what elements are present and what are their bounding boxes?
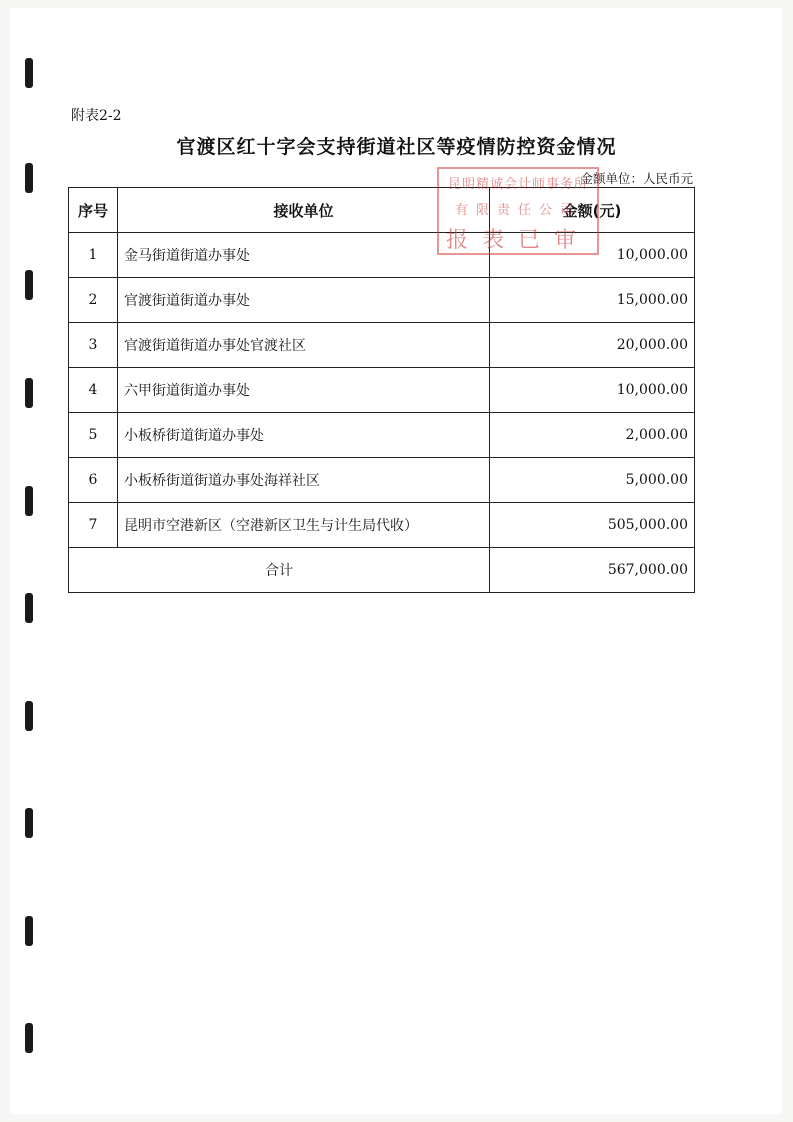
row-recipient: 六甲街道街道办事处 <box>118 368 490 413</box>
currency-unit-note: 金额单位：人民币元 <box>580 171 693 186</box>
row-amount: 20,000.00 <box>490 323 695 368</box>
row-amount: 10,000.00 <box>490 368 695 413</box>
row-amount: 15,000.00 <box>490 278 695 323</box>
row-amount: 5,000.00 <box>490 458 695 503</box>
row-index: 6 <box>69 458 118 503</box>
table-total-row <box>69 548 695 593</box>
binding-hole <box>25 270 33 300</box>
row-amount: 2,000.00 <box>490 413 695 458</box>
row-index: 7 <box>69 503 118 548</box>
row-amount: 10,000.00 <box>490 233 695 278</box>
stamp-firm-type: 有限责任公司 <box>454 203 581 218</box>
stamp-firm-name: 昆明精诚会计师事务所 <box>447 177 588 192</box>
header-index: 序号 <box>69 188 118 233</box>
row-recipient: 小板桥街道街道办事处海祥社区 <box>118 458 490 503</box>
funding-table <box>68 187 695 593</box>
binding-hole <box>25 378 33 408</box>
row-index: 3 <box>69 323 118 368</box>
table-row <box>69 368 695 413</box>
binding-hole <box>25 808 33 838</box>
row-amount: 505,000.00 <box>490 503 695 548</box>
binding-hole <box>25 486 33 516</box>
row-recipient: 小板桥街道街道办事处 <box>118 413 490 458</box>
table-row <box>69 278 695 323</box>
header-amount: 金额(元) <box>490 188 695 233</box>
total-amount: 567,000.00 <box>490 548 695 593</box>
document-title: 官渡区红十字会支持街道社区等疫情防控资金情况 <box>176 136 617 158</box>
binding-hole <box>25 163 33 193</box>
stamp-audited-text: 报表已审 <box>445 228 590 253</box>
table-row <box>69 503 695 548</box>
binding-hole <box>25 701 33 731</box>
table-row <box>69 323 695 368</box>
table-header-row <box>69 188 695 233</box>
binding-hole <box>25 58 33 88</box>
binding-hole <box>25 916 33 946</box>
total-label: 合计 <box>69 548 490 593</box>
row-recipient: 金马街道街道办事处 <box>118 233 490 278</box>
attachment-label: 附表2-2 <box>71 108 122 124</box>
row-index: 4 <box>69 368 118 413</box>
header-recipient: 接收单位 <box>118 188 490 233</box>
row-index: 2 <box>69 278 118 323</box>
table-row <box>69 413 695 458</box>
row-recipient: 昆明市空港新区（空港新区卫生与计生局代收） <box>118 503 490 548</box>
row-recipient: 官渡街道街道办事处官渡社区 <box>118 323 490 368</box>
binding-hole <box>25 593 33 623</box>
row-index: 5 <box>69 413 118 458</box>
row-recipient: 官渡街道街道办事处 <box>118 278 490 323</box>
row-index: 1 <box>69 233 118 278</box>
binding-hole <box>25 1023 33 1053</box>
table-row <box>69 458 695 503</box>
table-row <box>69 233 695 278</box>
